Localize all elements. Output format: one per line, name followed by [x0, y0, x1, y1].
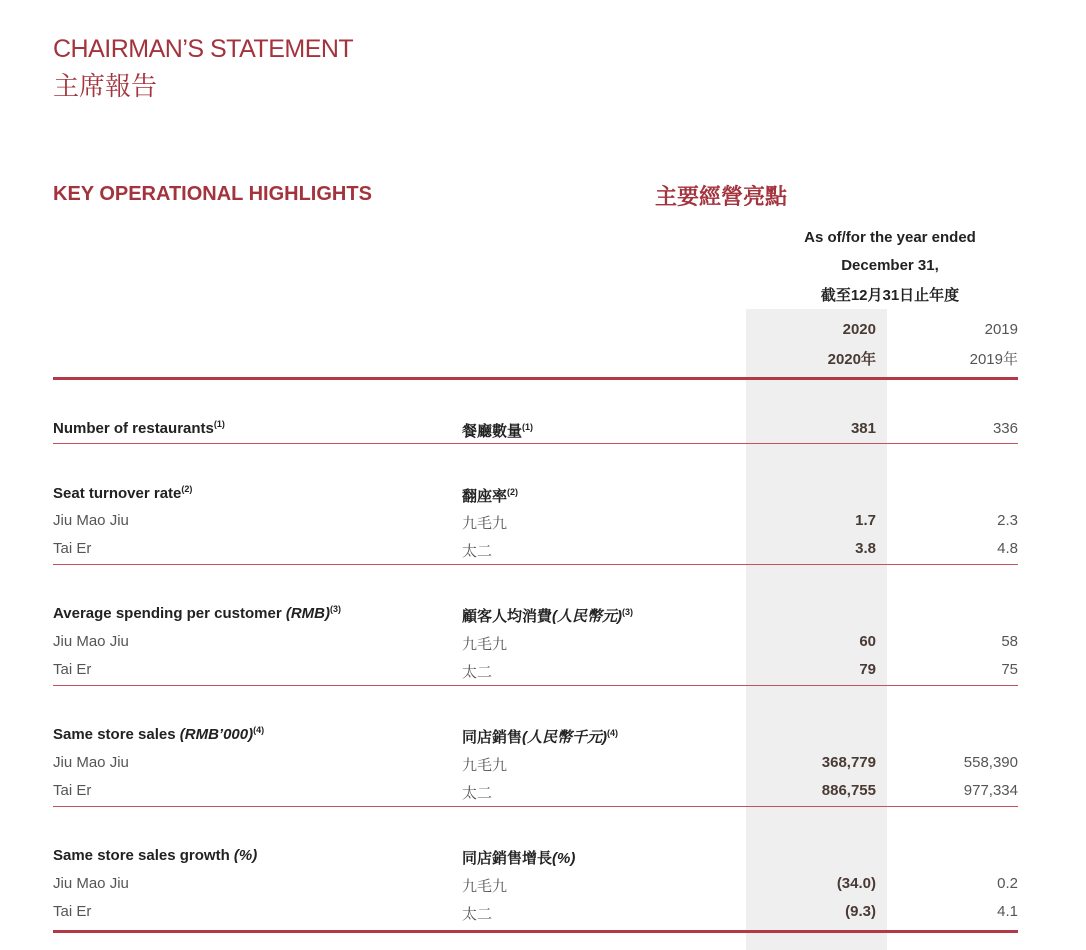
sub-label-te-zh: 太二: [462, 664, 493, 681]
sub-label-jmj: Jiu Mao Jiu: [53, 633, 129, 650]
sub-label-jmj-zh: 九毛九: [462, 878, 508, 895]
table-bottom-rule: [53, 930, 1018, 933]
page-header-en: CHAIRMAN’S STATEMENT: [53, 35, 354, 63]
section-title-en: KEY OPERATIONAL HIGHLIGHTS: [53, 183, 372, 205]
row-label-sss: Same store sales (RMB’000)$^{(4)}$: [53, 725, 265, 743]
section-title-zh: 主要經營亮點: [655, 184, 788, 209]
col-2020-en: 2020: [842, 321, 876, 338]
row-label-turnover: Seat turnover rate$^{(2)}$: [53, 484, 193, 502]
value-sss-jmj-2019: 558,390: [963, 754, 1018, 771]
col-2019-zh: 2019年: [969, 351, 1018, 368]
sub-label-jmj-zh: 九毛九: [462, 515, 508, 532]
sub-label-te: Tai Er: [53, 903, 92, 920]
sub-label-te-zh: 太二: [462, 906, 493, 923]
value-turnover-jmj-2020: 1.7: [855, 512, 876, 529]
sub-label-te: Tai Er: [53, 782, 92, 799]
sub-label-jmj-zh: 九毛九: [462, 636, 508, 653]
value-spending-te-2020: 79: [859, 661, 876, 678]
header-divider: [53, 377, 1018, 380]
col-2019-en: 2019: [984, 321, 1018, 338]
value-sss-te-2020: 886,755: [821, 782, 876, 799]
current-year-column-shade: [746, 309, 887, 950]
row-label-sssg: Same store sales growth (%): [53, 847, 258, 864]
value-spending-jmj-2020: 60: [859, 633, 876, 650]
sub-label-jmj: Jiu Mao Jiu: [53, 875, 129, 892]
value-sssg-jmj-2019: 0.2: [997, 875, 1018, 892]
value-spending-te-2019: 75: [1001, 661, 1018, 678]
row-divider: [53, 806, 1018, 807]
period-line-1: As of/for the year ended: [804, 229, 976, 246]
row-label-spending-zh: 顧客人均消費(人民幣元)$^{(3)}$: [462, 607, 634, 625]
row-divider: [53, 685, 1018, 686]
row-label-turnover-zh: 翻座率$^{(2)}$: [462, 487, 519, 505]
value-sssg-jmj-2020: (34.0): [836, 875, 876, 892]
row-label-sss-zh: 同店銷售(人民幣千元)$^{(4)}$: [462, 728, 619, 746]
row-divider: [53, 443, 1018, 444]
sub-label-jmj: Jiu Mao Jiu: [53, 754, 129, 771]
sub-label-te-zh: 太二: [462, 785, 493, 802]
row-label-restaurants: Number of restaurants$^{(1)}$: [53, 419, 225, 437]
period-line-3: 截至12月31日止年度: [820, 287, 960, 304]
row-label-spending: Average spending per customer (RMB)$^{(3)}$: [53, 604, 342, 622]
sub-label-te: Tai Er: [53, 661, 92, 678]
value-sss-jmj-2020: 368,779: [821, 754, 876, 771]
col-2020-zh: 2020年: [827, 351, 876, 368]
row-label-sssg-zh: 同店銷售增長(%): [462, 850, 576, 867]
value-sssg-te-2020: (9.3): [845, 903, 876, 920]
row-label-restaurants-zh: 餐廳數量$^{(1)}$: [462, 422, 534, 440]
value-spending-jmj-2019: 58: [1001, 633, 1018, 650]
value-turnover-te-2019: 4.8: [997, 540, 1018, 557]
sub-label-te: Tai Er: [53, 540, 92, 557]
value-sss-te-2019: 977,334: [963, 782, 1018, 799]
value-restaurants-2019: 336: [992, 420, 1018, 437]
value-turnover-jmj-2019: 2.3: [997, 512, 1018, 529]
sub-label-te-zh: 太二: [462, 543, 493, 560]
row-divider: [53, 564, 1018, 565]
value-turnover-te-2020: 3.8: [855, 540, 876, 557]
value-sssg-te-2019: 4.1: [997, 903, 1018, 920]
period-line-2: December 31,: [841, 257, 939, 274]
sub-label-jmj: Jiu Mao Jiu: [53, 512, 129, 529]
page-header-zh: 主席報告: [53, 71, 158, 101]
sub-label-jmj-zh: 九毛九: [462, 757, 508, 774]
value-restaurants-2020: 381: [850, 420, 876, 437]
